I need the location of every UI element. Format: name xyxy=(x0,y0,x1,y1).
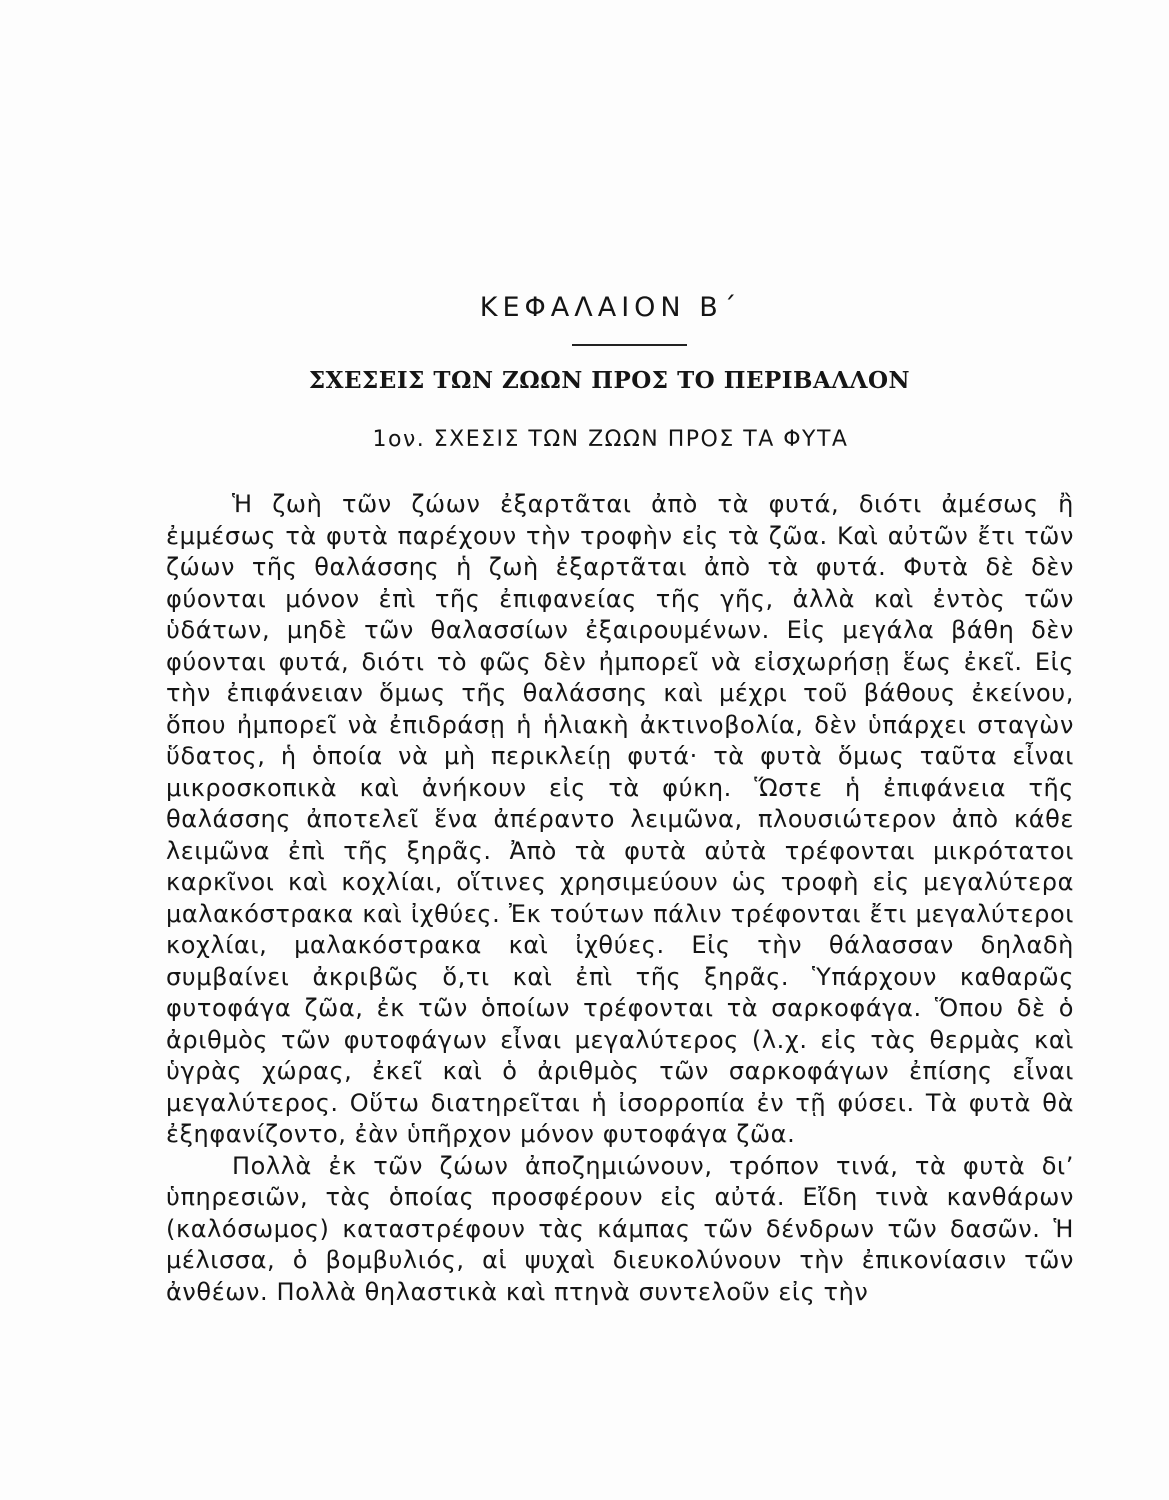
chapter-underline xyxy=(572,344,687,346)
paragraph: Ἡ ζωὴ τῶν ζώων ἐξαρτᾶται ἀπὸ τὰ φυτά, διότι ἀμέσως ἢ ἐμμέσως τὰ φυτὰ παρέχουν τὴν τροφὴν εἰς τὰ ζῶα. Καὶ αὐτῶν ἔτι τῶν ζώων τῆς θαλάσσης ἡ ζωὴ ἐξαρτᾶται ἀπὸ τὰ φυτά. Φυτὰ δὲ δὲν φύονται μόνον ἐπὶ τῆς ἐπιφανείας τῆς γῆς, ἀλλὰ καὶ ἐντὸς τῶν ὑδάτων, μηδὲ τῶν θαλασσίων ἐξαιρουμένων. Εἰς μεγάλα βάθη δὲν φύονται φυτά, διότι τὸ φῶς δὲν ἠμπορεῖ νὰ εἰσχωρήσῃ ἕως ἐκεῖ. Εἰς τὴν ἐπιφάνειαν ὅμως τῆς θαλάσσης καὶ μέχρι τοῦ βάθους ἐκείνου, ὅπου ἠμπορεῖ νὰ ἐπιδράσῃ ἡ ἡλιακὴ ἀκτινοβολία, δὲν ὑπάρχει σταγὼν ὕδατος, ἡ ὁποία νὰ μὴ περικλείῃ φυτά· τὰ φυτὰ ὅμως ταῦτα εἶναι μικροσκοπικὰ καὶ ἀνήκουν εἰς τὰ φύκη. Ὥστε ἡ ἐπιφάνεια τῆς θαλάσσης ἀποτελεῖ ἕνα ἀπέραντο λειμῶνα, πλουσιώτερον ἀπὸ κάθε λειμῶνα ἐπὶ τῆς ξηρᾶς. Ἀπὸ τὰ φυτὰ αὐτὰ τρέφονται μικρότατοι καρκῖνοι καὶ κοχλίαι, οἵτινες χρησιμεύουν ὡς τροφὴ εἰς μεγαλύτερα μαλακόστρακα καὶ ἰχθύες. Ἐκ τούτων πάλιν τρέφονται ἔτι μεγαλύτεροι κοχλίαι, μαλακόστρακα καὶ ἰχθύες. Εἰς τὴν θάλασσαν δηλαδὴ συμβαίνει ἀκριβῶς ὅ,τι καὶ ἐπὶ τῆς ξηρᾶς. Ὑπάρχουν καθαρῶς φυτοφάγα ζῶα, ἐκ τῶν ὁποίων τρέφονται τὰ σαρκοφάγα. Ὅπου δὲ ὁ ἀριθμὸς τῶν φυτοφάγων εἶναι μεγαλύτερος (λ.χ. εἰς τὰς θερμὰς καὶ ὑγρὰς χώρας, ἐκεῖ καὶ ὁ ἀριθμὸς τῶν σαρκοφάγων ἐπίσης εἶναι μεγαλύτερος. Οὕτω διατηρεῖται ἡ ἰσορροπία ἐν τῇ φύσει. Τὰ φυτὰ θὰ ἐξηφανίζοντο, ἐὰν ὑπῆρχον μόνον φυτοφάγα ζῶα. xyxy=(166,490,1074,1148)
chapter-heading: ΚΕΦΑΛΑΙΟΝ Β΄ xyxy=(479,292,742,323)
body-text xyxy=(166,489,1074,1308)
section-title: ΣΧΕΣΕΙΣ ΤΩΝ ΖΩΩΝ ΠΡΟΣ ΤΟ ΠΕΡΙΒΑΛΛΟΝ xyxy=(308,367,911,394)
paragraph: Πολλὰ ἐκ τῶν ζώων ἀποζημιώνουν, τρόπον τινά, τὰ φυτὰ δι’ ὑπηρεσιῶν, τὰς ὁποίας προσφέρουν εἰς αὐτά. Εἴδη τινὰ κανθάρων (καλόσωμος) καταστρέφουν τὰς κάμπας τῶν δένδρων τῶν δασῶν. Ἡ μέλισσα, ὁ βομβυλιός, αἱ ψυχαὶ διευκολύνουν τὴν ἐπικονίασιν τῶν ἀνθέων. Πολλὰ θηλαστικὰ καὶ πτηνὰ συντελοῦν εἰς τὴν xyxy=(166,1151,1074,1306)
subsection-title: 1ον. ΣΧΕΣΙΣ ΤΩΝ ΖΩΩΝ ΠΡΟΣ ΤΑ ΦΥΤΑ xyxy=(372,427,849,452)
